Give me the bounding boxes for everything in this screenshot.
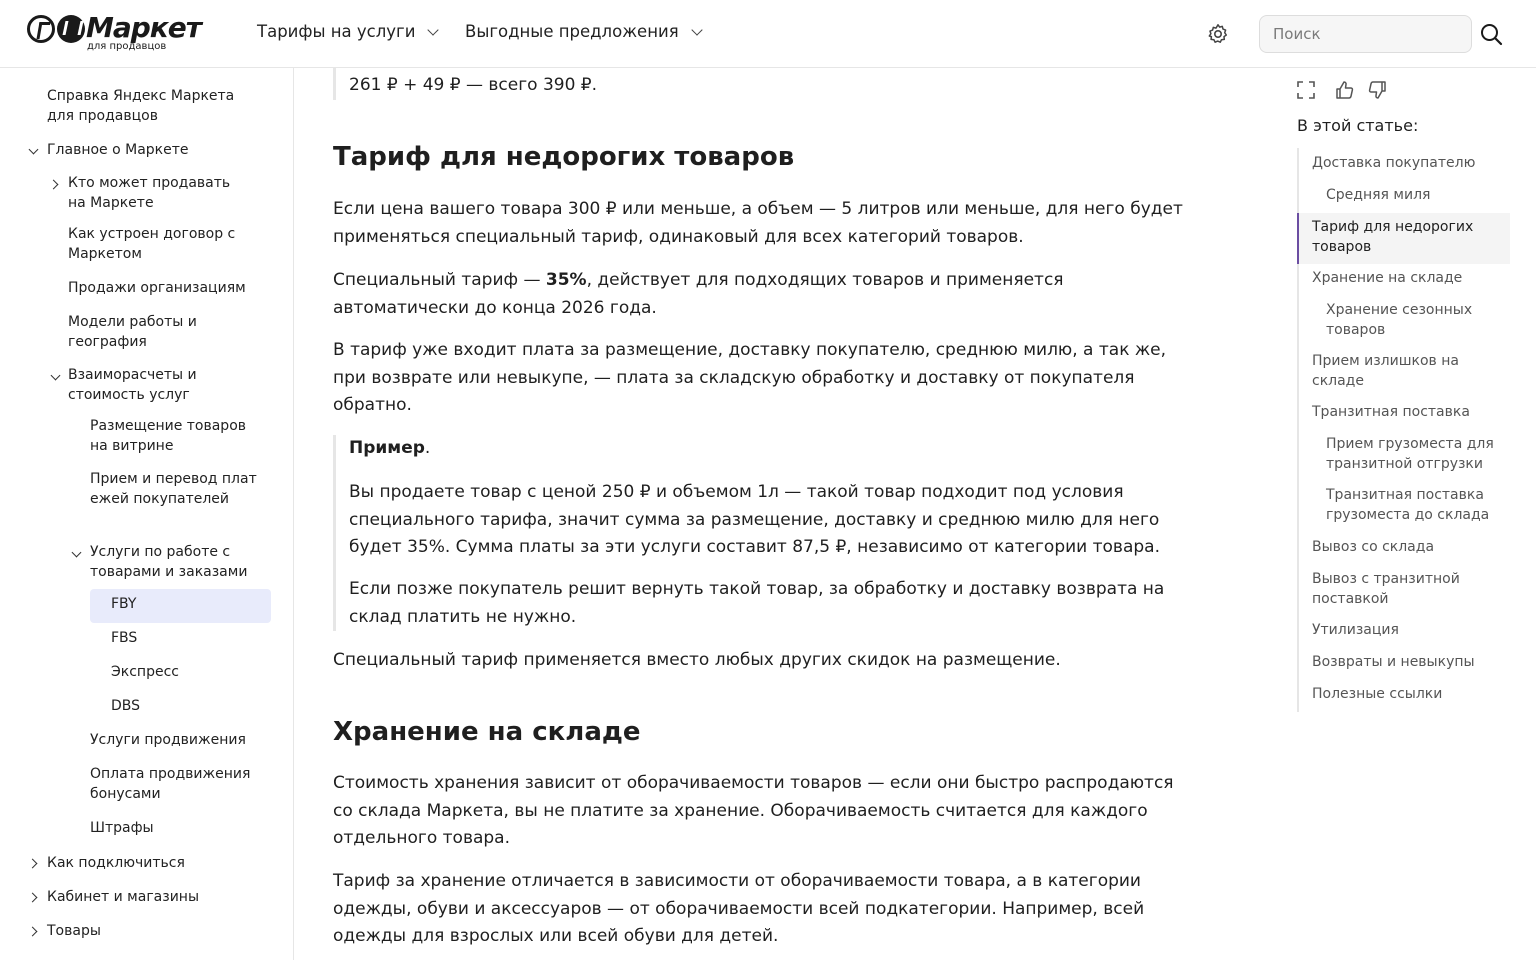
prev-example-line: 261 ₽ + 49 ₽ — всего 390 ₽. [349,75,598,95]
blockquote-bar [333,68,336,100]
sidebar-item-models-geo[interactable]: Модели работы и география [68,314,197,350]
sidebar-item-payments[interactable]: Прием и перевод платежей покупателей [90,471,257,507]
nav-offers-label: Выгодные предложения [465,22,679,41]
settings-gear-icon[interactable] [1206,22,1230,46]
heading-cheap-goods-tariff: Тариф для недорогих товаров [333,142,795,172]
header [0,0,1536,68]
toc-item-seasonal-storage[interactable]: Хранение сезонных товаров [1326,302,1473,338]
heading-storage: Хранение на складе [333,717,641,747]
sidebar-item-fbs[interactable]: FBS [111,630,138,646]
chevron-right-icon[interactable] [28,859,38,869]
text-span: , действует для подходящих товаров и применяется автоматически до конца 2026 года. [333,270,1064,318]
sidebar-item-bonus-payment[interactable]: Оплата продвижения бонусами [90,766,251,802]
paragraph-cheap-conditions: Если цена вашего товара 300 ₽ или меньше, а объем — 5 литров или меньше, для него будет применяться специальный тариф, одинаковый для всех категорий товаров. [333,199,1183,247]
toc-item-removal-transit[interactable]: Вывоз с транзитной поставкой [1312,571,1460,607]
sidebar-item-who-can-sell[interactable]: Кто может продавать на Маркете [68,175,231,211]
chevron-down-icon [691,24,702,35]
chevron-right-icon[interactable] [49,180,59,190]
sidebar-item-main-about[interactable]: Главное о Маркете [47,142,189,158]
sidebar-item-order-services[interactable]: Услуги по работе с товарами и заказами [90,544,248,580]
toc-item-removal[interactable]: Вывоз со склада [1312,539,1435,555]
toc-item-storage[interactable]: Хранение на складе [1312,270,1463,286]
example-paragraph-1: Вы продаете товар с ценой 250 ₽ и объемом 1л — такой товар подходит под условия специального тарифа, значит сумма за размещение, доставку и среднюю милю для него будет 35%. Сумма платы за эти услуги составит 87,5 ₽, независимо от категории товара. [349,482,1160,557]
thumbs-down-icon[interactable] [1368,80,1388,100]
chevron-right-icon[interactable] [28,893,38,903]
chevron-right-icon[interactable] [28,927,38,937]
toc-item-delivery[interactable]: Доставка покупателю [1312,155,1476,171]
toc-item-useful-links[interactable]: Полезные ссылки [1312,686,1443,702]
nav-offers[interactable] [465,22,701,41]
sidebar-item-contract[interactable]: Как устроен договор с Маркетом [68,226,236,262]
sidebar-item-fby[interactable]: FBY [90,589,271,623]
chevron-down-icon[interactable] [72,548,82,558]
logo-subtitle: для продавцов [87,41,167,52]
toc-item-transit-cargo[interactable]: Прием грузоместа для транзитной отгрузки [1326,436,1494,472]
chevron-down-icon[interactable] [29,145,39,155]
toc-item-disposal[interactable]: Утилизация [1312,622,1399,638]
market-logo-icon [57,15,85,43]
chevron-down-icon [428,24,439,35]
search-icon[interactable] [1479,22,1503,46]
text-span: . [424,438,431,458]
sidebar-item-promotion[interactable]: Услуги продвижения [90,732,246,748]
toc-item-surplus[interactable]: Прием излишков на складе [1312,353,1459,389]
text-span: Специальный тариф — [333,270,546,290]
example-paragraph-2: Если позже покупатель решит вернуть такой товар, за обработку и доставку возврата на склад платить не нужно. [349,579,1165,627]
sidebar-item-placement[interactable]: Размещение товаров на витрине [90,418,247,454]
sidebar-item-cabinet[interactable]: Кабинет и магазины [47,889,199,905]
sidebar-item-dbs[interactable]: DBS [111,698,141,714]
chevron-down-icon[interactable] [51,371,61,381]
toc-item-transit[interactable]: Транзитная поставка [1312,404,1470,420]
toc-title: В этой статье: [1297,116,1419,135]
toc-item-transit-to-warehouse[interactable]: Транзитная поставка грузоместа до склада [1326,487,1490,523]
sidebar-nav [0,68,294,960]
paragraph-replaces-discounts: Специальный тариф применяется вместо любых других скидок на размещение. [333,650,1061,670]
yandex-logo-icon [27,15,55,43]
article-content [295,68,1255,960]
toc-item-cheap-tariff[interactable]: Тариф для недорогих товаров [1312,219,1474,255]
nav-tariffs-label: Тарифы на услуги [257,22,416,41]
blockquote-bar [333,435,336,631]
yandex-market-logo[interactable] [27,13,212,57]
paragraph-special-tariff [333,267,1193,322]
fullscreen-icon[interactable] [1296,80,1316,100]
example-label [349,435,1189,463]
sidebar-item-express[interactable]: Экспресс [111,664,179,680]
paragraph-tariff-includes: В тариф уже входит плата за размещение, доставку покупателю, среднюю милю, а так же, при возврате или невыкупе, — плата за складскую обработку и доставку от покупателя обратно. [333,340,1167,415]
search-input[interactable] [1259,15,1472,53]
sidebar-item-b2b-sales[interactable]: Продажи организациям [68,280,246,296]
paragraph-storage-tariff: Тариф за хранение отличается в зависимости от оборачиваемости товара, а в категории одежды, обуви и аксессуаров — от оборачиваемости всей подкатегории. Например, всей одежды для взрослых или всей обуви для детей. [333,871,1145,946]
sidebar-item-how-to-connect[interactable]: Как подключиться [47,855,185,871]
sidebar-item-goods[interactable]: Товары [47,923,101,939]
sidebar-item-help-home[interactable]: Справка Яндекс Маркета для продавцов [47,88,235,124]
thumbs-up-icon[interactable] [1334,80,1354,100]
sidebar-item-fines[interactable]: Штрафы [90,820,154,836]
tariff-percent: 35% [545,270,587,290]
paragraph-storage-cost: Стоимость хранения зависит от оборачиваемости товаров — если они быстро распродаются со склада Маркета, вы не платите за хранение. Оборачиваемость считается для каждого отдельного товара. [333,773,1174,848]
logo-wordmark: Маркет [86,11,202,44]
nav-tariffs[interactable] [257,22,437,41]
toc-item-middle-mile[interactable]: Средняя миля [1326,187,1431,203]
sidebar-item-settlements[interactable]: Взаиморасчеты и стоимость услуг [68,367,197,403]
toc-item-returns[interactable]: Возвраты и невыкупы [1312,654,1475,670]
example-label-text: Пример [349,438,425,458]
